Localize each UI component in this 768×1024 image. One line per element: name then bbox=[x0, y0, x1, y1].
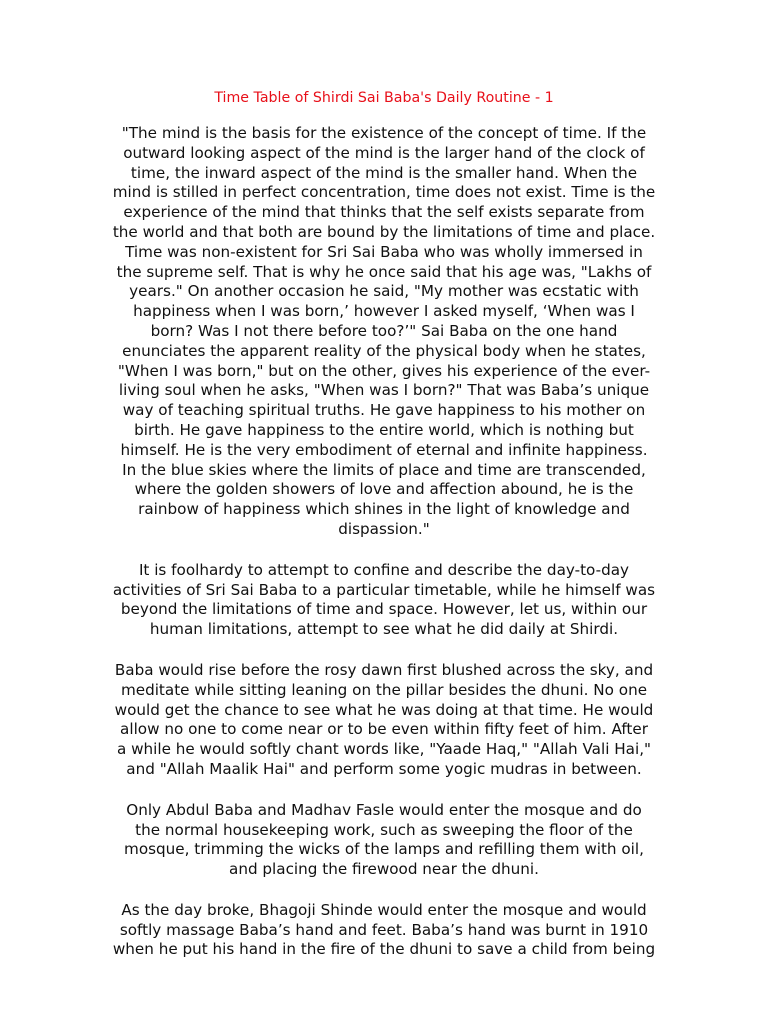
text-line: mind is stilled in perfect concentration, time does not exist. Time is the bbox=[112, 183, 656, 202]
text-line: meditate while sitting leaning on the pillar besides the dhuni. No one bbox=[120, 680, 648, 699]
text-line: beyond the limitations of time and space. However, let us, within our bbox=[120, 600, 648, 619]
text-line: It is foolhardy to attempt to confine and describe the day-to-day bbox=[138, 560, 630, 579]
paragraph bbox=[92, 661, 676, 780]
text-line: As the day broke, Bhagoji Shinde would enter the mosque and would bbox=[121, 900, 647, 919]
text-line: the world and that both are bound by the limitations of time and place. bbox=[112, 222, 656, 241]
page-title: Time Table of Shirdi Sai Baba's Daily Routine - 1 bbox=[214, 90, 554, 106]
text-line: Only Abdul Baba and Madhav Fasle would enter the mosque and do bbox=[126, 800, 642, 819]
text-line: and "Allah Maalik Hai" and perform some yogic mudras in between. bbox=[126, 759, 642, 778]
paragraph bbox=[92, 561, 676, 640]
text-line: and placing the firewood near the dhuni. bbox=[229, 860, 539, 879]
text-line: born? Was I not there before too?’" Sai Baba on the one hand bbox=[150, 321, 618, 340]
text-line: "The mind is the basis for the existence of the concept of time. If the bbox=[121, 124, 647, 142]
text-line: when he put his hand in the fire of the dhuni to save a child from being bbox=[112, 940, 656, 959]
text-line: outward looking aspect of the mind is the larger hand of the clock of bbox=[123, 143, 645, 162]
text-line: living soul when he asks, "When was I born?" That was Baba’s unique bbox=[118, 381, 650, 400]
text-line: a while he would softly chant words like, "Yaade Haq," "Allah Vali Hai," bbox=[116, 740, 652, 759]
text-line: years." On another occasion he said, "My mother was ecstatic with bbox=[129, 282, 639, 301]
text-line: would get the chance to see what he was doing at that time. He would bbox=[114, 700, 654, 719]
text-line: Time was non-existent for Sri Sai Baba who was wholly immersed in bbox=[125, 242, 643, 261]
text-line: activities of Sri Sai Baba to a particular timetable, while he himself was bbox=[112, 580, 656, 599]
text-line: way of teaching spiritual truths. He gave happiness to his mother on bbox=[122, 401, 646, 420]
text-line: "When I was born," but on the other, gives his experience of the ever- bbox=[117, 361, 651, 380]
text-line: time, the inward aspect of the mind is the smaller hand. When the bbox=[130, 163, 638, 182]
text-line: himself. He is the very embodiment of eternal and infinite happiness. bbox=[120, 440, 648, 459]
text-line: allow no one to come near or to be even within fifty feet of him. After bbox=[120, 720, 648, 739]
text-line: softly massage Baba’s hand and feet. Baba’s hand was burnt in 1910 bbox=[119, 920, 649, 939]
paragraph bbox=[92, 801, 676, 880]
text-line: the normal housekeeping work, such as sweeping the floor of the bbox=[135, 820, 633, 839]
text-line: experience of the mind that thinks that the self exists separate from bbox=[123, 203, 645, 222]
text-line: mosque, trimming the wicks of the lamps and refilling them with oil, bbox=[124, 840, 644, 859]
text-line: happiness when I was born,’ however I asked myself, ‘When was I bbox=[133, 302, 635, 321]
text-line: In the blue skies where the limits of place and time are transcended, bbox=[122, 460, 646, 479]
text-line: dispassion." bbox=[338, 519, 430, 538]
text-line: the supreme self. That is why he once said that his age was, "Lakhs of bbox=[116, 262, 652, 281]
text-line: rainbow of happiness which shines in the light of knowledge and bbox=[138, 500, 630, 519]
text-line: where the golden showers of love and affection abound, he is the bbox=[134, 480, 634, 499]
text-line: human limitations, attempt to see what he did daily at Shirdi. bbox=[149, 620, 619, 639]
text-line: enunciates the apparent reality of the physical body when he states, bbox=[122, 341, 646, 360]
text-line: birth. He gave happiness to the entire world, which is nothing but bbox=[134, 420, 634, 439]
paragraph bbox=[92, 901, 676, 960]
text-line: Baba would rise before the rosy dawn first blushed across the sky, and bbox=[114, 660, 654, 679]
paragraph bbox=[92, 124, 676, 540]
document-body bbox=[92, 124, 676, 981]
